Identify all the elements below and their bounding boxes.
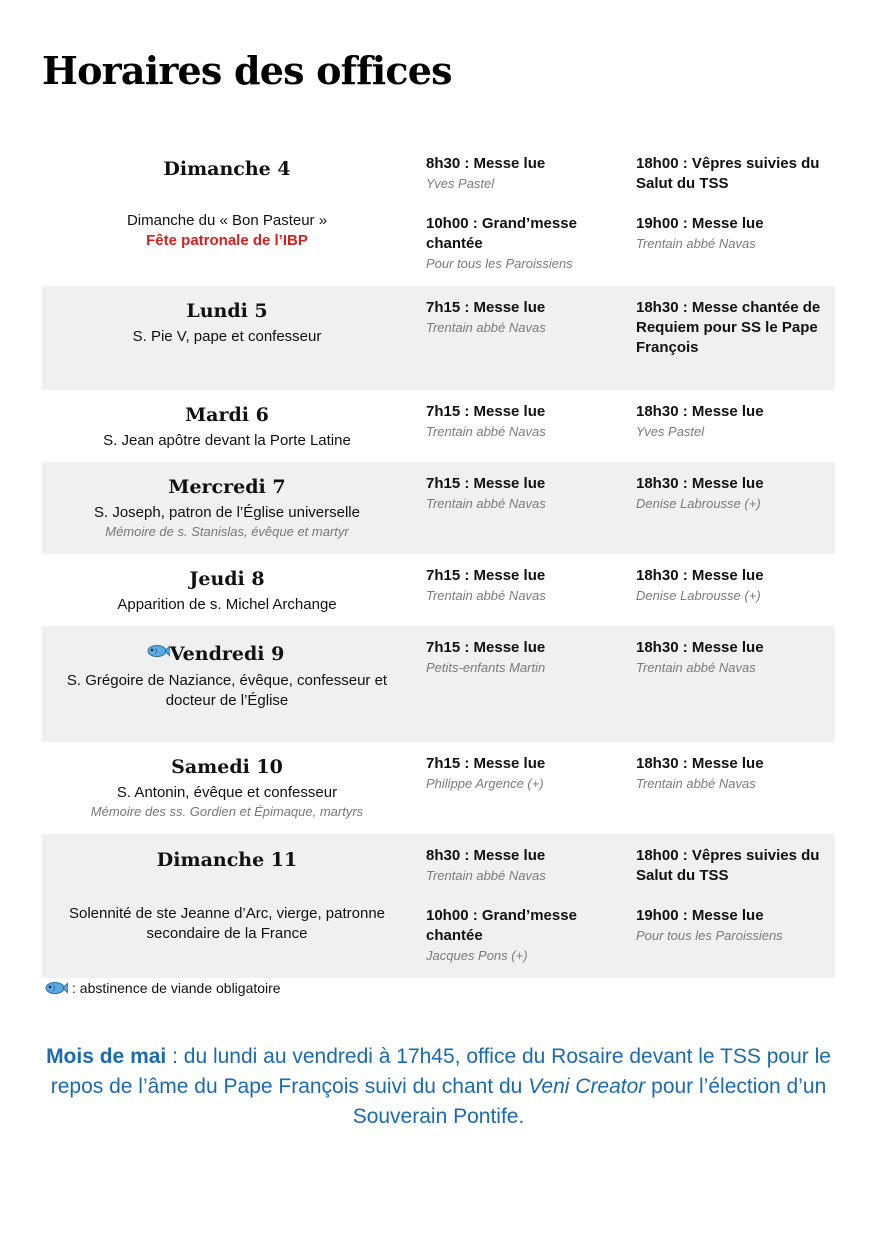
service-intention: Trentain abbé Navas: [426, 588, 546, 603]
service-evening: [636, 754, 833, 794]
service-time: 7h15 : Messe lue: [426, 755, 546, 772]
service-time: 8h30 : Messe lue: [426, 847, 546, 864]
service-time: 7h15 : Messe lue: [426, 475, 546, 492]
service-time: 7h15 : Messe lue: [426, 567, 546, 584]
schedule-table: [42, 138, 835, 978]
service-morning: [426, 474, 626, 514]
service-intention: Denise Labrousse (+): [636, 496, 761, 511]
day-name: Dimanche 4: [163, 158, 291, 180]
service-time: 18h30 : Messe lue: [636, 755, 764, 772]
day-row-jeudi-8: [42, 554, 835, 626]
note-text-end: pour l’élection d’un Souverain Pontife.: [352, 1075, 827, 1128]
service-evening: [636, 566, 833, 606]
service-intention: Trentain abbé Navas: [636, 236, 756, 251]
day-row-mercredi-7: [42, 462, 835, 554]
service-high-mass: [426, 214, 626, 274]
service-evening: [636, 474, 833, 514]
service-intention: Trentain abbé Navas: [426, 424, 546, 439]
service-intention: Yves Pastel: [636, 424, 705, 439]
service-morning: [426, 754, 626, 794]
service-vespers: [636, 154, 833, 194]
day-row-samedi-10: [42, 742, 835, 834]
service-morning: [426, 154, 626, 194]
service-evening: [636, 402, 833, 442]
day-row-vendredi-9: [42, 626, 835, 742]
service-intention: Jacques Pons (+): [426, 948, 528, 963]
day-name: Samedi 10: [171, 756, 283, 778]
day-name-with-icon: [42, 643, 412, 665]
legend-text: : abstinence de viande obligatoire: [72, 980, 281, 996]
service-intention: Denise Labrousse (+): [636, 588, 761, 603]
feast-name: S. Pie V, pape et confesseur: [132, 328, 322, 345]
service-time: 18h30 : Messe chantée de Requiem pour SS le Pape François: [636, 299, 821, 356]
day-row-mardi-6: [42, 390, 835, 462]
service-evening: [636, 638, 833, 678]
fish-icon: [146, 643, 170, 659]
service-evening: [636, 298, 833, 358]
note-italic: Veni Creator: [528, 1075, 646, 1098]
service-intention: Trentain abbé Navas: [636, 776, 756, 791]
service-morning: [426, 298, 626, 338]
feast-name: S. Antonin, évêque et confesseur: [116, 784, 338, 801]
service-time: 18h30 : Messe lue: [636, 475, 764, 492]
service-morning: [426, 402, 626, 442]
service-intention: Petits-enfants Martin: [426, 660, 546, 675]
service-time: 19h00 : Messe lue: [636, 215, 764, 232]
service-evening: [636, 906, 833, 946]
day-row-dimanche-11: [42, 834, 835, 978]
day-name: Dimanche 11: [156, 849, 298, 871]
service-intention: Trentain abbé Navas: [426, 320, 546, 335]
memorial: Mémoire de s. Stanislas, évêque et martyr: [105, 524, 349, 539]
service-time: 18h00 : Vêpres suivies du Salut du TSS: [636, 155, 820, 192]
fish-icon: [44, 980, 68, 996]
service-intention: Yves Pastel: [426, 176, 495, 191]
day-row-lundi-5: [42, 286, 835, 390]
service-time: 19h00 : Messe lue: [636, 907, 764, 924]
feast-name: Apparition de s. Michel Archange: [117, 596, 337, 613]
page-title: Horaires des offices: [42, 48, 452, 93]
service-time: 7h15 : Messe lue: [426, 299, 546, 316]
feast-name: S. Jean apôtre devant la Porte Latine: [103, 432, 351, 449]
day-name: Lundi 5: [186, 300, 268, 322]
service-intention: Philippe Argence (+): [426, 776, 544, 791]
feast-name: Dimanche du « Bon Pasteur »: [126, 212, 328, 229]
feast-name: S. Joseph, patron de l’Église universelle: [94, 504, 360, 521]
legend: [44, 980, 281, 996]
day-name: Mercredi 7: [168, 476, 286, 498]
service-time: 7h15 : Messe lue: [426, 403, 546, 420]
day-name: Mardi 6: [185, 404, 269, 426]
service-intention: Pour tous les Paroissiens: [426, 256, 573, 271]
feast-name: Solennité de ste Jeanne d’Arc, vierge, patronne secondaire de la France: [68, 905, 386, 942]
service-high-mass: [426, 906, 626, 966]
service-morning: [426, 638, 626, 678]
service-time: 18h30 : Messe lue: [636, 403, 764, 420]
service-intention: Trentain abbé Navas: [636, 660, 756, 675]
day-name: Jeudi 8: [189, 568, 265, 590]
feast-name: S. Grégoire de Naziance, évêque, confesseur et docteur de l’Église: [66, 672, 388, 709]
service-time: 18h30 : Messe lue: [636, 639, 764, 656]
service-time: 10h00 : Grand’messe chantée: [426, 215, 577, 252]
service-intention: Trentain abbé Navas: [426, 868, 546, 883]
service-morning: [426, 846, 626, 886]
day-name: Vendredi 9: [169, 643, 285, 665]
memorial: Mémoire des ss. Gordien et Épimaque, martyrs: [90, 804, 364, 819]
service-time: 18h30 : Messe lue: [636, 567, 764, 584]
service-time: 7h15 : Messe lue: [426, 639, 546, 656]
note-text: : du lundi au vendredi à 17h45, office du Rosaire devant le TSS pour le repos de l’âme du Pape François suivi du chant du: [50, 1045, 831, 1098]
service-evening: [636, 214, 833, 254]
may-notice: [42, 1042, 835, 1132]
day-row-dimanche-4: [42, 138, 835, 286]
note-lead: Mois de mai: [46, 1045, 167, 1068]
feast-patronal: Fête patronale de l’IBP: [146, 232, 308, 249]
service-time: 18h00 : Vêpres suivies du Salut du TSS: [636, 847, 820, 884]
service-intention: Pour tous les Paroissiens: [636, 928, 783, 943]
service-vespers: [636, 846, 833, 886]
service-time: 8h30 : Messe lue: [426, 155, 546, 172]
service-time: 10h00 : Grand’messe chantée: [426, 907, 577, 944]
service-intention: Trentain abbé Navas: [426, 496, 546, 511]
service-morning: [426, 566, 626, 606]
